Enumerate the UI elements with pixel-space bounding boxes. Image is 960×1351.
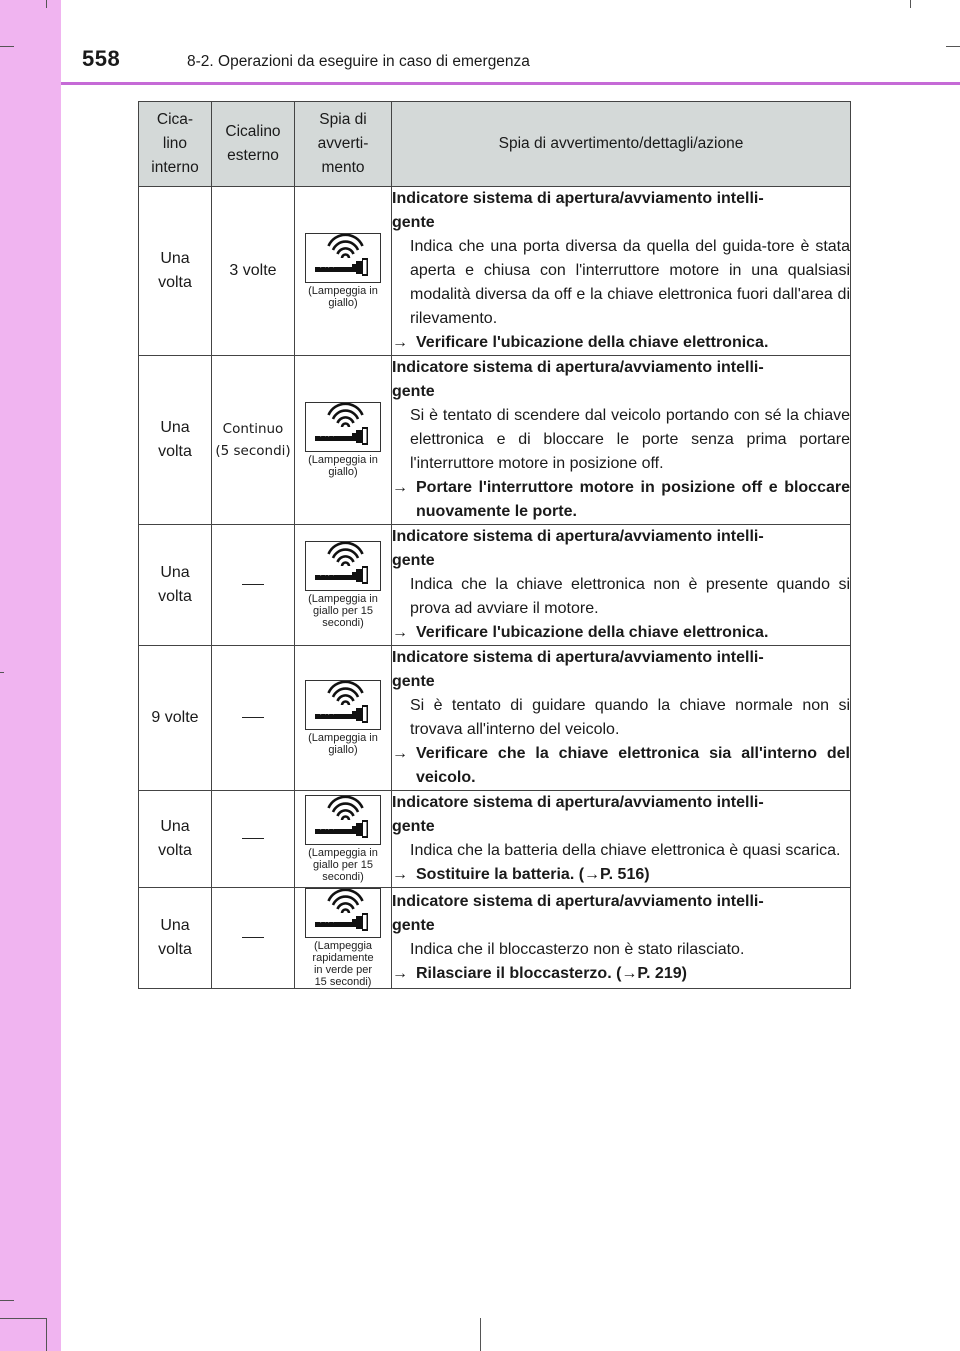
warning-details-cell — [392, 187, 851, 356]
warning-detail: Si è tentato di scendere dal veicolo portando con sé la chiave elettronica e di bloccare le porte senza prima portare l'interruttore motore in posizione off. — [410, 407, 850, 472]
crop-mark — [946, 46, 960, 47]
smart-key-warning-icon — [305, 541, 381, 591]
crop-mark — [46, 0, 47, 8]
warning-detail: Indica che la batteria della chiave elettronica è quasi scarica. — [410, 842, 841, 859]
warning-action — [392, 621, 850, 645]
warning-light-caption: (Lampeggia rapidamente in verde per 15 secondi) — [312, 940, 374, 988]
table-row — [139, 646, 851, 791]
section-title: 8-2. Operazioni da eseguire in caso di emergenza — [187, 53, 530, 70]
crop-mark — [0, 46, 14, 47]
crop-mark — [480, 1318, 481, 1351]
col-header-warning-light: Spia di avverti- mento — [295, 102, 392, 187]
internal-buzzer-cell: Una volta — [139, 187, 212, 356]
warning-details-cell — [392, 791, 851, 888]
internal-buzzer-cell: 9 volte — [139, 646, 212, 791]
external-buzzer-cell — [212, 646, 295, 791]
col-header-external-buzzer: Cicalino esterno — [212, 102, 295, 187]
warning-title: Indicatore sistema di apertura/avviamento intelli- gente — [392, 794, 764, 835]
smart-key-warning-icon — [305, 795, 381, 845]
warning-light-caption: (Lampeggia in giallo) — [308, 454, 378, 478]
warning-details-cell — [392, 525, 851, 646]
warning-action — [392, 331, 850, 355]
warning-title: Indicatore sistema di apertura/avviamento intelli- gente — [392, 528, 764, 569]
warning-title: Indicatore sistema di apertura/avviamento intelli- gente — [392, 893, 764, 934]
external-buzzer-cell — [212, 525, 295, 646]
smart-key-warning-icon — [305, 233, 381, 283]
dash-none — [242, 937, 264, 938]
internal-buzzer-cell: Una volta — [139, 888, 212, 989]
table-header-row — [139, 102, 851, 187]
internal-buzzer-cell: Una volta — [139, 791, 212, 888]
warning-detail: Indica che una porta diversa da quella del guida-tore è stata aperta e chiusa con l'interruttore motore in una qualsiasi modalità diversa da off e la chiave elettronica fuori dall'area di rilevamento. — [410, 238, 850, 327]
crop-mark — [46, 1318, 47, 1351]
crop-mark — [910, 0, 911, 8]
warning-detail: Indica che il bloccasterzo non è stato rilasciato. — [410, 941, 745, 958]
table-row — [139, 888, 851, 989]
action-text: Verificare l'ubicazione della chiave elettronica. — [416, 334, 769, 351]
warning-title: Indicatore sistema di apertura/avviamento intelli- gente — [392, 649, 764, 690]
warning-action — [392, 742, 850, 790]
warning-light-cell — [295, 888, 392, 989]
warning-light-caption: (Lampeggia in giallo per 15 secondi) — [308, 847, 378, 883]
action-text: Sostituire la batteria. (→P. 516) — [416, 866, 650, 883]
table-row — [139, 791, 851, 888]
warning-light-caption: (Lampeggia in giallo) — [308, 285, 378, 309]
warning-light-cell — [295, 525, 392, 646]
warning-detail: Indica che la chiave elettronica non è presente quando si prova ad avviare il motore. — [410, 576, 850, 617]
warning-action — [392, 962, 850, 986]
warning-buzzer-table — [138, 101, 851, 989]
arrow-right-icon: → — [392, 624, 408, 641]
warning-details-cell — [392, 888, 851, 989]
warning-light-cell — [295, 646, 392, 791]
col-header-internal-buzzer: Cica- lino interno — [139, 102, 212, 187]
dash-none — [242, 717, 264, 718]
warning-title: Indicatore sistema di apertura/avviamento intelli- gente — [392, 359, 764, 400]
arrow-right-icon: → — [392, 334, 408, 351]
arrow-right-icon: → — [392, 479, 408, 496]
external-buzzer-cell — [212, 791, 295, 888]
crop-mark — [0, 1300, 14, 1301]
arrow-right-icon: → — [392, 745, 408, 762]
dash-none — [242, 584, 264, 585]
warning-title: Indicatore sistema di apertura/avviamento intelli- gente — [392, 190, 764, 231]
header-rule — [61, 82, 960, 85]
action-text: Verificare che la chiave elettronica sia all'interno del veicolo. — [416, 745, 850, 786]
external-buzzer-cell: 3 volte — [212, 187, 295, 356]
warning-light-cell — [295, 187, 392, 356]
warning-details-cell — [392, 646, 851, 791]
external-buzzer-cell: Continuo (5 secondi) — [212, 356, 295, 525]
crop-mark — [0, 1318, 46, 1319]
table-row — [139, 187, 851, 356]
action-text: Portare l'interruttore motore in posizione off e bloccare nuovamente le porte. — [416, 479, 850, 520]
smart-key-warning-icon — [305, 402, 381, 452]
warning-light-cell — [295, 356, 392, 525]
arrow-right-icon: → — [392, 866, 408, 883]
page-number: 558 — [82, 46, 121, 71]
internal-buzzer-cell: Una volta — [139, 356, 212, 525]
action-text: Verificare l'ubicazione della chiave elettronica. — [416, 624, 769, 641]
smart-key-warning-icon — [305, 680, 381, 730]
internal-buzzer-cell: Una volta — [139, 525, 212, 646]
warning-details-cell — [392, 356, 851, 525]
side-color-band — [0, 0, 61, 1351]
external-buzzer-cell — [212, 888, 295, 989]
warning-detail: Si è tentato di guidare quando la chiave normale non si trovava all'interno del veicolo. — [410, 697, 850, 738]
crop-mark — [0, 672, 4, 673]
warning-light-caption: (Lampeggia in giallo per 15 secondi) — [308, 593, 378, 629]
col-header-details: Spia di avvertimento/dettagli/azione — [392, 102, 851, 187]
dash-none — [242, 838, 264, 839]
arrow-right-icon: → — [392, 965, 408, 982]
warning-light-cell — [295, 791, 392, 888]
warning-light-caption: (Lampeggia in giallo) — [308, 732, 378, 756]
table-row — [139, 525, 851, 646]
warning-action — [392, 476, 850, 524]
smart-key-warning-icon — [305, 888, 381, 938]
warning-action — [392, 863, 850, 887]
action-text: Rilasciare il bloccasterzo. (→P. 219) — [416, 965, 687, 982]
table-row — [139, 356, 851, 525]
